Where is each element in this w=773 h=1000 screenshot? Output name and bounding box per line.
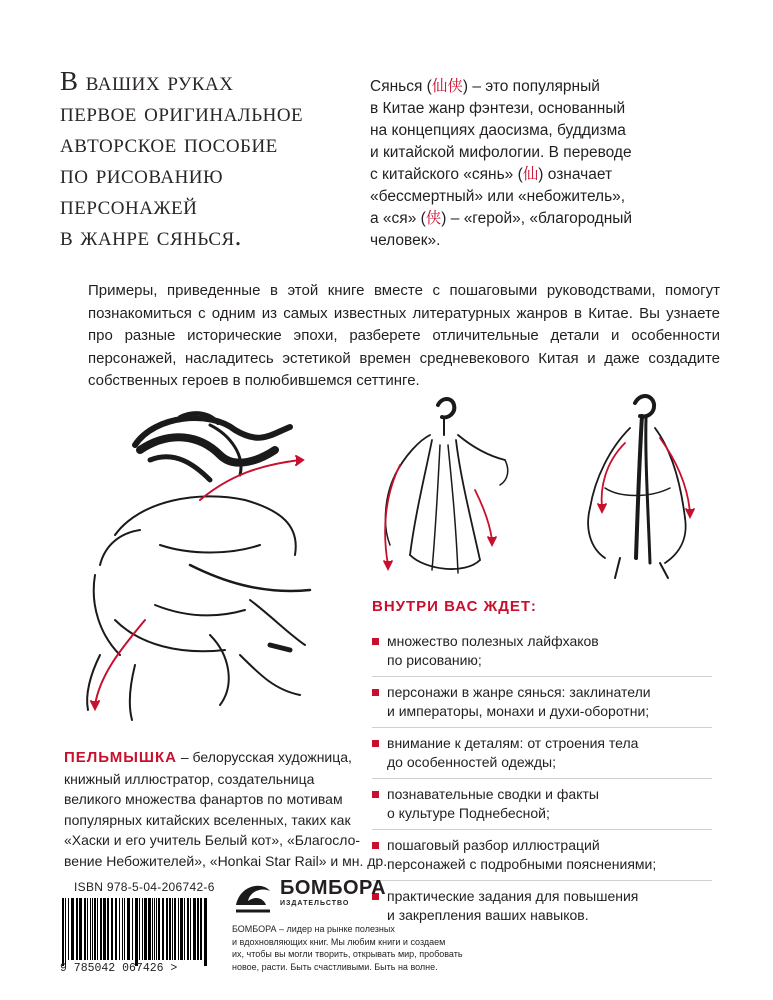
intro-text: Сянься ( <box>370 78 432 95</box>
list-item-text: персонажей с подробными пояснениями; <box>387 856 657 872</box>
barcode-bar <box>187 898 189 960</box>
barcode-bar <box>204 898 207 966</box>
description-line: Примеры, приведенные в этой книге вместе с пошаговыми руководствами, помогут <box>88 282 720 299</box>
barcode-bar <box>135 898 138 966</box>
isbn-label: ISBN 978-5-04-206742-6 <box>74 880 215 894</box>
illustration-crouching-figure <box>60 405 370 725</box>
barcode-bar <box>122 898 123 960</box>
author-line <box>64 747 364 769</box>
author-line: книжный иллюстратор, создательница <box>64 770 315 787</box>
list-item-text: познавательные сводки и факты <box>387 786 599 802</box>
list-item-text: множество полезных лайфхаков <box>387 633 599 649</box>
barcode-bar <box>127 898 130 960</box>
headline-line: персонажей <box>60 190 198 220</box>
barcode-bar <box>71 898 74 960</box>
publisher-sub: ИЗДАТЕЛЬСТВО <box>280 900 350 907</box>
list-item-text: внимание к деталям: от строения тела <box>387 735 639 751</box>
author-bio <box>64 747 388 871</box>
barcode-bar <box>84 898 86 960</box>
headline-line: В ваших руках <box>60 66 234 96</box>
barcode-bar <box>148 898 151 960</box>
barcode-bar <box>142 898 143 960</box>
barcode-bar <box>152 898 153 960</box>
barcode-bar <box>115 898 117 960</box>
barcode-bar <box>92 898 93 960</box>
headline <box>60 66 360 252</box>
intro-text: человек». <box>370 232 441 249</box>
description-line: персонажей, насладитесь эстетикой времен средневекового Китая и даже создадите <box>88 349 720 367</box>
barcode-bar <box>103 898 106 960</box>
publisher-line: новое, расти. Быть счастливыми. Быть на волне. <box>232 961 438 972</box>
author-text: – белорусская художница, <box>176 749 352 765</box>
inside-list <box>372 632 712 937</box>
intro-line <box>370 120 740 142</box>
intro-text: а «ся» ( <box>370 210 426 227</box>
list-item <box>372 785 712 830</box>
barcode-bar <box>178 898 179 960</box>
description-line: про разные исторические эпохи, разберете отличительные детали и особенности <box>88 327 720 344</box>
illustration-walking-figure <box>560 388 710 588</box>
illustration-standing-figure <box>370 395 520 590</box>
barcode-bar <box>76 898 78 960</box>
barcode-bar <box>156 898 157 960</box>
intro-text: в Китае жанр фэнтези, основанный <box>370 100 626 117</box>
list-item-text: о культуре Поднебесной; <box>387 805 550 821</box>
barcode-bar <box>97 898 98 960</box>
bullet-square-icon <box>372 740 379 747</box>
description-paragraph <box>88 280 720 393</box>
intro-paragraph <box>370 76 740 252</box>
list-item <box>372 683 712 728</box>
barcode-bar <box>172 898 173 960</box>
author-name: ПЕЛЬМЫШКА <box>64 749 177 766</box>
bullet-square-icon <box>372 791 379 798</box>
isbn-digits: 9 785042 067426 > <box>60 962 178 975</box>
intro-text: «бессмертный» или «небожитель», <box>370 188 626 205</box>
list-item <box>372 632 712 677</box>
headline-line: авторское пособие <box>60 128 278 158</box>
intro-line <box>370 142 740 164</box>
description-line: собственных героев в полюбившемся сеттинге. <box>88 372 420 389</box>
barcode-bar <box>65 898 66 966</box>
description-line: познакомиться с одним из самых известных литературных жанров в Китае. Вы узнаете <box>88 304 720 322</box>
list-item-text: пошаговый разбор иллюстраций <box>387 837 600 853</box>
intro-line <box>370 76 740 98</box>
intro-text: ) – это популярный <box>462 78 600 95</box>
intro-line <box>370 98 740 120</box>
list-item-text: и императоры, монахи и духи-оборотни; <box>387 703 650 719</box>
intro-text: ) означает <box>538 166 613 183</box>
barcode-bar <box>111 898 113 960</box>
author-line: «Хаски и его учитель Белый кот», «Благосло- <box>64 832 361 848</box>
list-item-text: и закрепления ваших навыков. <box>387 907 589 923</box>
intro-line <box>370 186 740 208</box>
list-item <box>372 836 712 881</box>
barcode-bar <box>166 898 168 960</box>
barcode-bar <box>62 898 64 966</box>
publisher-line: БОМБОРА – лидер на рынке полезных <box>232 924 395 934</box>
bullet-square-icon <box>372 842 379 849</box>
intro-text: с китайского «сянь» ( <box>370 166 523 183</box>
barcode-bar <box>158 898 160 960</box>
publisher-line: и вдохновляющих книг. Мы любим книги и создаем <box>232 936 446 947</box>
hanzi-xia: 侠 <box>425 210 442 227</box>
list-item-text: персонажи в жанре сянься: заклинатели <box>387 684 651 700</box>
headline-line: в жанре сянься. <box>60 221 242 251</box>
headline-line: по рисованию <box>60 159 224 189</box>
publisher-name: БОМБОРА <box>280 877 387 899</box>
barcode-bar <box>169 898 171 960</box>
barcode-bar <box>184 898 185 960</box>
barcode-bar <box>100 898 102 960</box>
barcode <box>60 898 210 970</box>
barcode-bar <box>94 898 96 960</box>
intro-text: и китайской мифологии. В переводе <box>370 144 632 161</box>
barcode-bar <box>132 898 133 960</box>
barcode-bar <box>200 898 202 960</box>
barcode-bar <box>154 898 155 960</box>
list-item <box>372 734 712 779</box>
barcode-bar <box>197 898 199 960</box>
list-item-text: по рисованию; <box>387 652 482 668</box>
hanzi-xianxia: 仙侠 <box>431 78 463 95</box>
barcode-bar <box>87 898 88 960</box>
publisher-description <box>232 923 492 973</box>
publisher-logo <box>232 875 387 917</box>
author-line: популярных китайских вселенных, таких как <box>64 811 351 828</box>
barcode-bar <box>162 898 164 960</box>
intro-text: на концепциях даосизма, буддизма <box>370 122 626 139</box>
list-item-text: практические задания для повышения <box>387 888 639 904</box>
bullet-square-icon <box>372 638 379 645</box>
barcode-bar <box>124 898 125 960</box>
bullet-square-icon <box>372 689 379 696</box>
headline-line: первое оригинальное <box>60 97 304 127</box>
barcode-bar <box>139 898 140 960</box>
barcode-bar <box>144 898 147 960</box>
barcode-bar <box>119 898 120 960</box>
intro-text: ) – «герой», «благородный <box>441 210 633 227</box>
barcode-bar <box>174 898 176 960</box>
author-line: великого множества фанартов по мотивам <box>64 791 343 807</box>
barcode-bar <box>107 898 109 960</box>
inside-heading: ВНУТРИ ВАС ЖДЕТ: <box>372 598 537 615</box>
barcode-bar <box>190 898 191 960</box>
intro-line <box>370 230 740 252</box>
barcode-bar <box>79 898 82 960</box>
list-item-text: до особенностей одежды; <box>387 754 556 770</box>
barcode-bar <box>180 898 183 960</box>
barcode-bar <box>193 898 196 960</box>
publisher-line: их, чтобы вы могли творить, открывать мир, пробовать <box>232 949 463 959</box>
barcode-bar <box>90 898 91 960</box>
intro-line <box>370 208 740 230</box>
hanzi-xian: 仙 <box>522 166 539 183</box>
bombora-wave-icon <box>232 875 274 917</box>
barcode-bar <box>68 898 69 960</box>
intro-line <box>370 164 740 186</box>
author-line: вение Небожителей», «Honkai Star Rail» и мн. др. <box>64 852 388 869</box>
